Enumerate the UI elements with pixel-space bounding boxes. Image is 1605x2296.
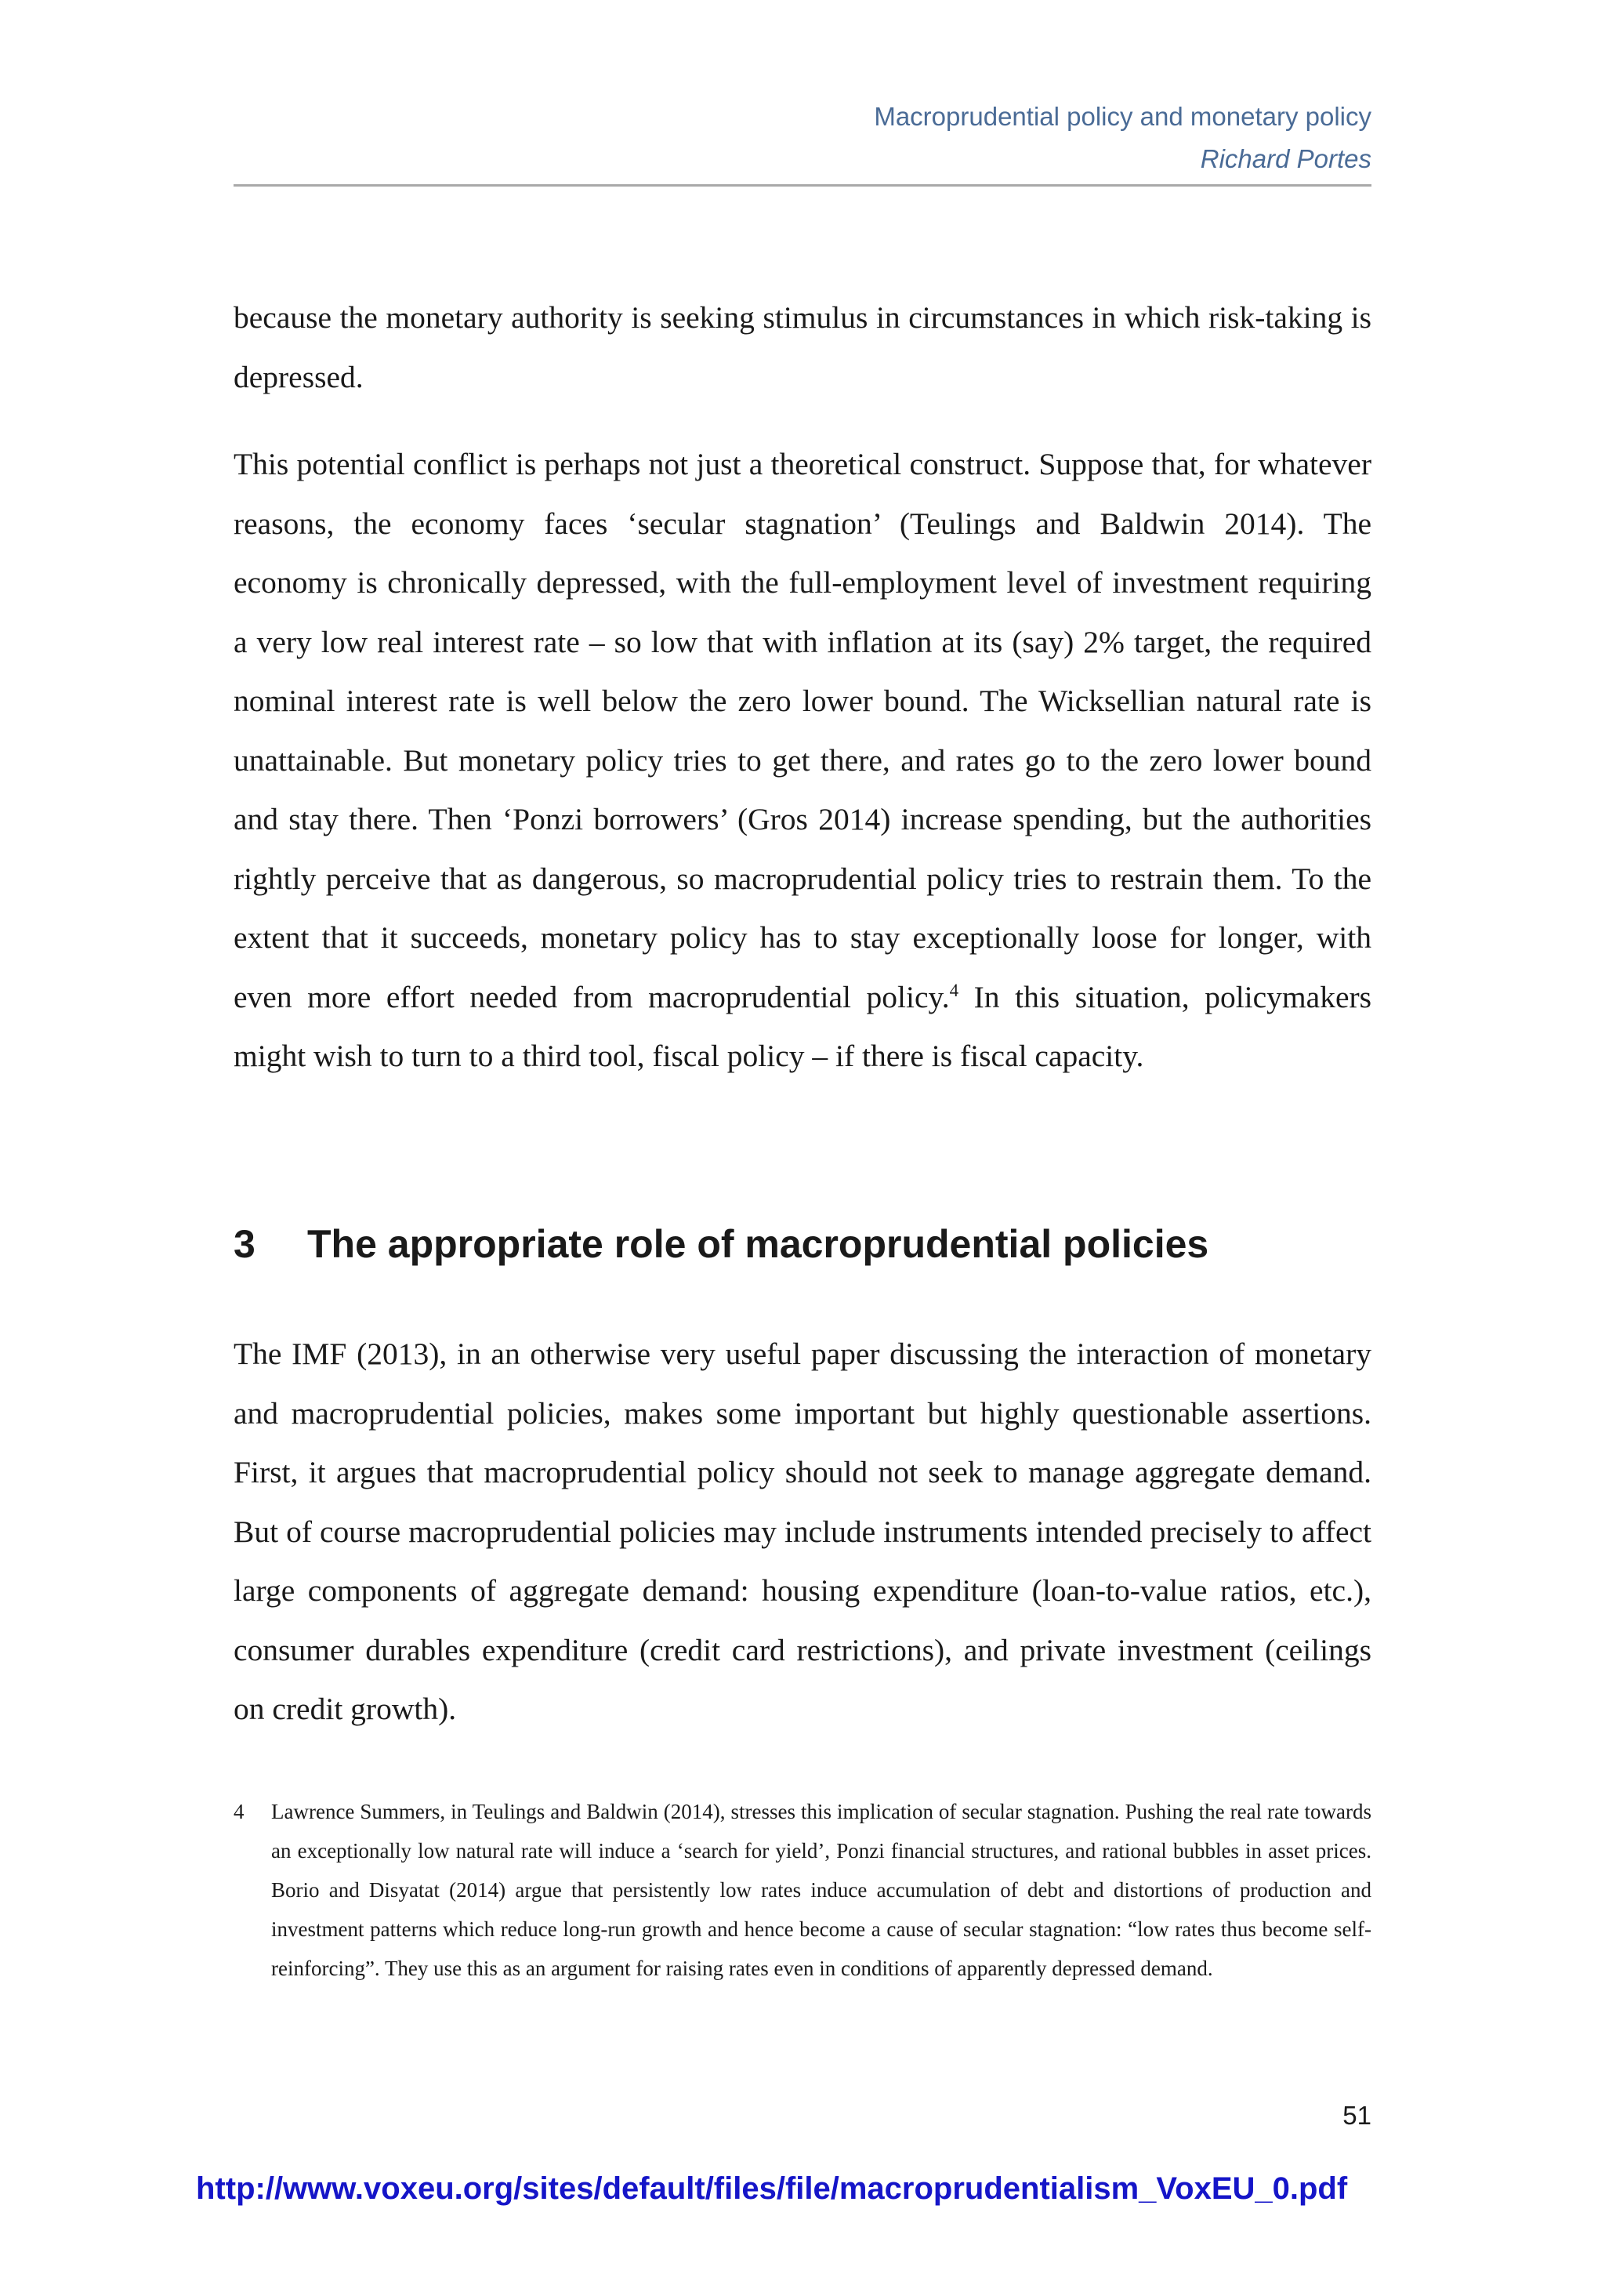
paragraph-text: This potential conflict is perhaps not just a theoretical construct. Suppose that, for whatever reasons, the economy faces ‘secular stagnation’ (Teulings and Baldwin 2014). The economy is chronically depressed, with the full-employment level of investment requiring a very low real interest rate – so low that with inflation at its (say) 2% target, the required nominal interest rate is well below the zero lower bound. The Wicksellian natural rate is unattainable. But monetary policy tries to get there, and rates go to the zero lower bound and stay there. Then ‘Ponzi borrowers’ (Gros 2014) increase spending, but the authorities rightly perceive that as dangerous, so macroprudential policy tries to restrain them. To the extent that it succeeds, monetary policy has to stay exceptionally loose for longer, with even more effort needed from macroprudential policy. <box>234 447 1371 1014</box>
footnote-reference[interactable]: 4 <box>949 980 959 1000</box>
page-number: 51 <box>1342 2101 1371 2130</box>
running-head-title: Macroprudential policy and monetary policy <box>874 102 1371 131</box>
paragraph-continuation: because the monetary authority is seeking stimulus in circumstances in which risk-taking is depressed. <box>234 300 1371 394</box>
section-heading <box>234 1215 1371 1273</box>
running-head <box>874 96 1371 180</box>
running-head-author: Richard Portes <box>1200 144 1371 173</box>
footnote-number: 4 <box>234 1800 245 1823</box>
source-url-link[interactable]: http://www.voxeu.org/sites/default/files/file/macroprudentialism_VoxEU_0.pdf <box>196 2171 1348 2206</box>
body-text-after-section <box>234 1325 1371 1739</box>
body-text-before-section <box>234 288 1371 1086</box>
section-title: The appropriate role of macroprudential policies <box>307 1222 1209 1266</box>
footnote <box>234 1792 1371 1988</box>
header-divider <box>234 184 1371 187</box>
paragraph-imf: The IMF (2013), in an otherwise very useful paper discussing the interaction of monetary and macroprudential policies, makes some important but highly questionable assertions. First, it argues that macroprudential policy should not seek to manage aggregate demand. But of course macroprudential policies may include instruments intended precisely to affect large components of aggregate demand: housing expenditure (loan-to-value ratios, etc.), consumer durables expenditure (credit card restrictions), and private investment (ceilings on credit growth). <box>234 1337 1371 1726</box>
section-number: 3 <box>234 1222 255 1266</box>
paragraph-text-tail: In this situation, policymakers might wish to turn to a third tool, fiscal policy – if there is fiscal capacity. <box>234 979 1371 1073</box>
footnote-text: Lawrence Summers, in Teulings and Baldwin (2014), stresses this implication of secular stagnation. Pushing the real rate towards an exceptionally low natural rate will induce a ‘search for yield’, Ponzi financial structures, and rational bubbles in asset prices. Borio and Disyatat (2014) argue that persistently low rates induce accumulation of debt and distortions of production and investment patterns which reduce long-run growth and hence become a cause of secular stagnation: “low rates thus become self-reinforcing”. They use this as an argument for raising rates even in conditions of apparently depressed demand. <box>271 1800 1371 1980</box>
paragraph-secular-stagnation <box>234 435 1371 1086</box>
